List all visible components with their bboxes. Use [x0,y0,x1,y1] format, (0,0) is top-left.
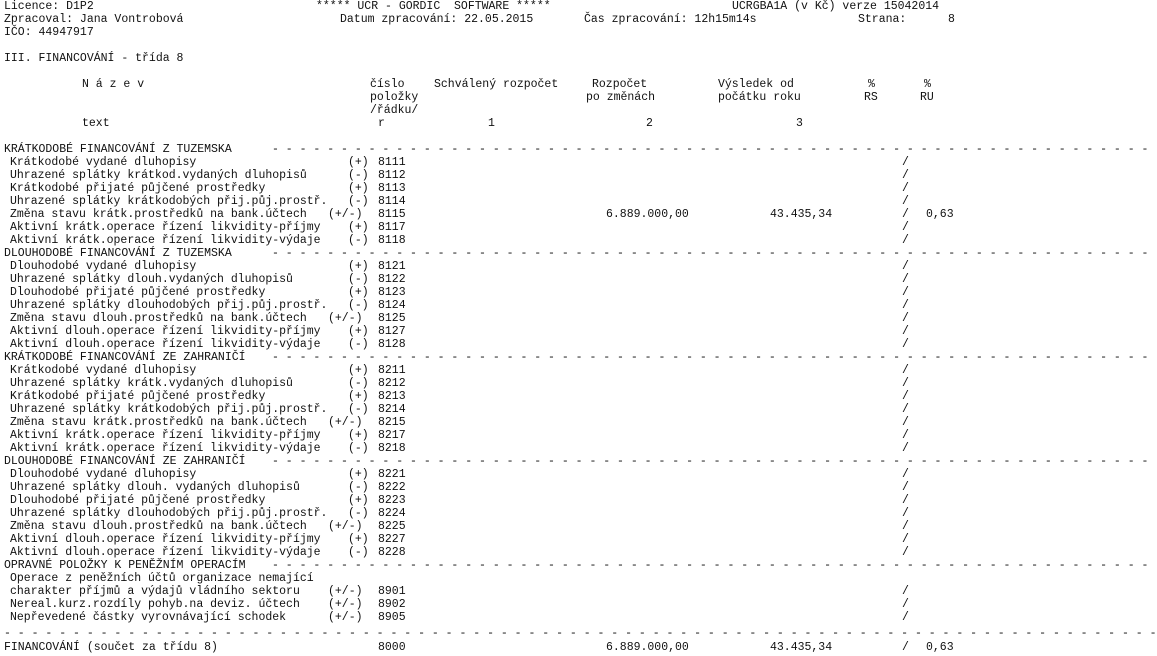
section-dash-line: - - - - - - - - - - - - - - - - - - - - - - - - - - - - - - - - - - - - - - - - - - - - - - - - - - - - - - - - - - - - - - - - [272,143,1149,156]
row-code: 8113 [378,182,406,195]
row-sign: (-) [348,507,369,520]
row-code: 8902 [378,598,406,611]
row-name: Uhrazené splátky krátkodobých přij.půj.prostř. [10,403,328,416]
row-name: Uhrazené splátky dlouhodobých přij.půj.prostř. [10,507,328,520]
row-name: Změna stavu dlouh.prostředků na bank.účtech [10,520,307,533]
row-rs: / [902,325,909,338]
row-name: Operace z peněžních účtů organizace nemající [10,572,314,585]
section-dash-line: - - - - - - - - - - - - - - - - - - - - - - - - - - - - - - - - - - - - - - - - - - - - - - - - - - - - - - - - - - - - - - - - [272,559,1149,572]
row-code: 8114 [378,195,406,208]
row-rs: / [902,156,909,169]
row-name: Uhrazené splátky krátkodobých přij.půj.prostř. [10,195,328,208]
col-rozpocet: Rozpočet [592,78,648,91]
row-sign: (+/-) [328,416,363,429]
total-code: 8000 [378,641,406,654]
row-rs: / [902,442,909,455]
row-sign: (+) [348,221,369,234]
row-code: 8122 [378,273,406,286]
row-sign: (-) [348,234,369,247]
col-pct-ru: % [924,78,931,91]
software-title: ***** UCR - GORDIC SOFTWARE ***** [316,0,551,13]
processing-time: Čas zpracování: 12h15m14s [584,13,757,26]
col-radku: /řádku/ [370,104,419,117]
row-rs: / [902,221,909,234]
row-code: 8118 [378,234,406,247]
total-label: FINANCOVÁNÍ (součet za třídu 8) [4,641,218,654]
row-rs: / [902,403,909,416]
section-heading-text: DLOUHODOBÉ FINANCOVÁNÍ ZE ZAHRANIČÍ [4,455,246,468]
row-sign: (-) [348,299,369,312]
row-code: 8123 [378,286,406,299]
row-sign: (+) [348,390,369,403]
row-rs: / [902,611,909,624]
row-name: Aktivní dlouh.operace řízení likvidity-příjmy [10,325,321,338]
page-number: 8 [948,13,955,26]
col-rs: RS [864,91,878,104]
row-sign: (+/-) [328,208,363,221]
section-heading-text: KRÁTKODOBÉ FINANCOVÁNÍ ZE ZAHRANIČÍ [4,351,246,364]
row-sign: (+) [348,182,369,195]
row-name: charakter příjmů a výdajů vládního sektoru [10,585,300,598]
row-rs: / [902,416,909,429]
row-rs: / [902,182,909,195]
row-sign: (-) [348,273,369,286]
row-code: 8221 [378,468,406,481]
col-2: 2 [646,117,653,130]
col-cislo: číslo [370,78,405,91]
row-code: 8117 [378,221,406,234]
row-vysledek: 43.435,34 [770,208,833,221]
row-rs: / [902,286,909,299]
row-name: Aktivní dlouh.operace řízení likvidity-výdaje [10,546,321,559]
row-sign: (+) [348,364,369,377]
row-code: 8223 [378,494,406,507]
row-code: 8224 [378,507,406,520]
col-po-zmenach: po změnách [586,91,656,104]
row-sign: (+) [348,156,369,169]
row-rs: / [902,585,909,598]
row-name: Uhrazené splátky dlouh. vydaných dluhopisů [10,481,300,494]
row-name: Změna stavu krátk.prostředků na bank.účtech [10,208,307,221]
row-name: Uhrazené splátky dlouhodobých přij.půj.prostř. [10,299,328,312]
row-rs: / [902,507,909,520]
total-ru: 0,63 [926,641,954,654]
row-name: Aktivní krátk.operace řízení likvidity-příjmy [10,221,321,234]
row-name: Dlouhodobé přijaté půjčené prostředky [10,494,266,507]
col-name: N á z e v [82,78,145,91]
row-code: 8127 [378,325,406,338]
col-pocatku: počátku roku [718,91,801,104]
row-name: Změna stavu dlouh.prostředků na bank.účtech [10,312,307,325]
section-dash-line: - - - - - - - - - - - - - - - - - - - - - - - - - - - - - - - - - - - - - - - - - - - - - - - - - - - - - - - - - - - - - - - - [272,455,1149,468]
row-rs: / [902,208,909,221]
row-code: 8901 [378,585,406,598]
row-sign: (-) [348,481,369,494]
row-name: Nepřevedené částky vyrovnávající schodek [10,611,287,624]
row-rs: / [902,494,909,507]
row-sign: (+) [348,429,369,442]
row-code: 8214 [378,403,406,416]
row-rs: / [902,546,909,559]
row-name: Aktivní dlouh.operace řízení likvidity-výdaje [10,338,321,351]
row-name: Aktivní dlouh.operace řízení likvidity-příjmy [10,533,321,546]
row-sign: (+/-) [328,598,363,611]
row-code: 8213 [378,390,406,403]
row-sign: (+/-) [328,585,363,598]
row-sign: (-) [348,377,369,390]
row-name: Aktivní krátk.operace řízení likvidity-výdaje [10,234,321,247]
row-code: 8905 [378,611,406,624]
row-sign: (-) [348,546,369,559]
row-code: 8115 [378,208,406,221]
section-dash-line: - - - - - - - - - - - - - - - - - - - - - - - - - - - - - - - - - - - - - - - - - - - - - - - - - - - - - - - - - - - - - - - - [272,247,1149,260]
row-rs: / [902,169,909,182]
row-rs: / [902,481,909,494]
col-pct-rs: % [868,78,875,91]
row-name: Aktivní krátk.operace řízení likvidity-příjmy [10,429,321,442]
row-rs: / [902,598,909,611]
row-sign: (+/-) [328,312,363,325]
row-sign: (+) [348,494,369,507]
row-sign: (-) [348,403,369,416]
row-sign: (-) [348,169,369,182]
section-heading-text: KRÁTKODOBÉ FINANCOVÁNÍ Z TUZEMSKA [4,143,232,156]
row-name: Nereal.kurz.rozdíly pohyb.na deviz. účtech [10,598,300,611]
row-rs: / [902,377,909,390]
row-rs: / [902,338,909,351]
row-sign: (-) [348,442,369,455]
row-code: 8112 [378,169,406,182]
row-code: 8212 [378,377,406,390]
row-rs: / [902,364,909,377]
row-code: 8124 [378,299,406,312]
row-name: Krátkodobé přijaté půjčené prostředky [10,390,266,403]
row-name: Uhrazené splátky krátk.vydaných dluhopisů [10,377,293,390]
row-code: 8215 [378,416,406,429]
row-name: Uhrazené splátky dlouh.vydaných dluhopisů [10,273,293,286]
processing-date: Datum zpracování: 22.05.2015 [340,13,534,26]
row-rs: / [902,260,909,273]
row-code: 8121 [378,260,406,273]
row-rs: / [902,273,909,286]
col-vysledek: Výsledek od [718,78,794,91]
row-sign: (+) [348,260,369,273]
section-dash-line: - - - - - - - - - - - - - - - - - - - - - - - - - - - - - - - - - - - - - - - - - - - - - - - - - - - - - - - - - - - - - - - - [272,351,1149,364]
total-rs: / [902,641,909,654]
row-sign: (-) [348,195,369,208]
row-rs: / [902,195,909,208]
col-3: 3 [796,117,803,130]
row-code: 8222 [378,481,406,494]
row-rs: / [902,390,909,403]
row-code: 8227 [378,533,406,546]
row-name: Dlouhodobé vydané dluhopisy [10,468,197,481]
col-ru: RU [920,91,934,104]
row-sign: (+) [348,533,369,546]
row-sign: (+) [348,325,369,338]
ico: IČO: 44947917 [4,26,94,39]
processed-by: Zpracoval: Jana Vontrobová [4,13,184,26]
total-separator: - - - - - - - - - - - - - - - - - - - - - - - - - - - - - - - - - - - - - - - - - - - - - - - - - - - - - - - - - - - - - - - - - - - - - - - - - - - - - - - - - - - - [4,627,1157,640]
row-name: Krátkodobé vydané dluhopisy [10,364,197,377]
row-code: 8217 [378,429,406,442]
col-r: r [378,117,385,130]
section-heading-text: DLOUHODOBÉ FINANCOVÁNÍ Z TUZEMSKA [4,247,232,260]
col-text: text [82,117,110,130]
total-rozpocet: 6.889.000,00 [606,641,689,654]
row-code: 8228 [378,546,406,559]
row-name: Krátkodobé přijaté půjčené prostředky [10,182,266,195]
row-name: Krátkodobé vydané dluhopisy [10,156,197,169]
row-rs: / [902,429,909,442]
row-sign: (+) [348,468,369,481]
row-sign: (-) [348,338,369,351]
row-name: Dlouhodobé přijaté půjčené prostředky [10,286,266,299]
row-code: 8218 [378,442,406,455]
row-name: Aktivní krátk.operace řízení likvidity-výdaje [10,442,321,455]
col-polozky: položky [370,91,419,104]
section-title: III. FINANCOVÁNÍ - třída 8 [4,52,184,65]
row-sign: (+) [348,286,369,299]
row-rs: / [902,468,909,481]
row-rs: / [902,312,909,325]
row-sign: (+/-) [328,611,363,624]
row-code: 8225 [378,520,406,533]
licence: Licence: D1P2 [4,0,94,13]
page-label: Strana: [858,13,907,26]
row-code: 8125 [378,312,406,325]
row-rs: / [902,533,909,546]
col-schvaleny: Schválený rozpočet [434,78,559,91]
row-name: Uhrazené splátky krátkod.vydaných dluhopisů [10,169,307,182]
row-sign: (+/-) [328,520,363,533]
row-code: 8128 [378,338,406,351]
row-rozpocet: 6.889.000,00 [606,208,689,221]
row-rs: / [902,299,909,312]
row-ru: 0,63 [926,208,954,221]
row-name: Změna stavu krátk.prostředků na bank.účtech [10,416,307,429]
row-code: 8111 [378,156,406,169]
row-rs: / [902,520,909,533]
section-heading-text: OPRAVNÉ POLOŽKY K PENĚŽNÍM OPERACÍM [4,559,246,572]
total-vysledek: 43.435,34 [770,641,833,654]
report-version: UCRGBA1A (v Kč) verze 15042014 [732,0,940,13]
row-rs: / [902,234,909,247]
col-1: 1 [488,117,495,130]
row-name: Dlouhodobé vydané dluhopisy [10,260,197,273]
row-code: 8211 [378,364,406,377]
